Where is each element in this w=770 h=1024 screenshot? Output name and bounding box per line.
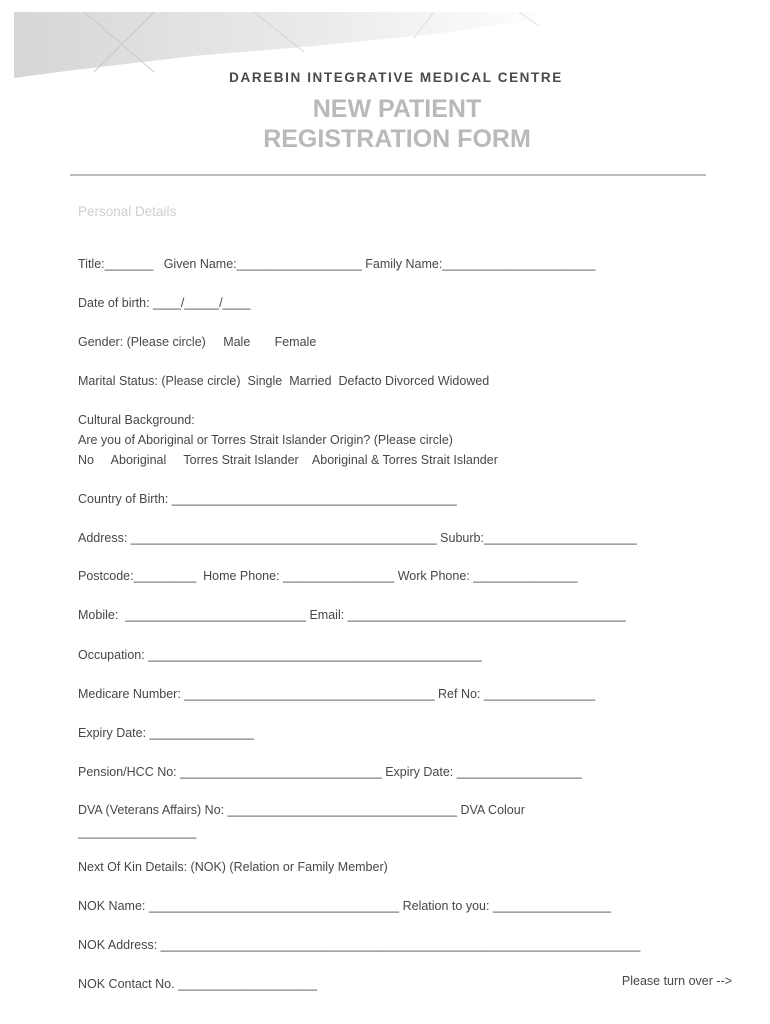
title-line-1: NEW PATIENT — [312, 95, 482, 123]
dva-field: DVA (Veterans Affairs) No: _________________________________ DVA Colour — [78, 803, 525, 817]
medicare-field: Medicare Number: ____________________________________ Ref No: ________________ — [78, 687, 596, 701]
pension-field: Pension/HCC No: _____________________________ Expiry Date: __________________ — [78, 765, 582, 779]
phone-fields: Postcode:_________ Home Phone: ________________ Work Phone: _______________ — [78, 569, 578, 583]
section-heading: Personal Details — [78, 204, 177, 219]
nok-contact-field: NOK Contact No. ____________________ — [78, 977, 318, 991]
turn-over-note: Please turn over --> — [621, 974, 732, 988]
dva-colour-blank: _________________ — [78, 825, 197, 839]
name-fields: Title:_______ Given Name:__________________ Family Name:______________________ — [78, 257, 596, 271]
page-title — [0, 94, 770, 154]
address-field: Address: ____________________________________________ Suburb:______________________ — [78, 531, 637, 545]
cultural-background-label: Cultural Background: — [78, 413, 195, 427]
dob-field: Date of birth: ____/_____/____ — [78, 296, 251, 310]
marital-status-field: Marital Status: (Please circle) Single Married Defacto Divorced Widowed — [78, 374, 490, 388]
nok-heading: Next Of Kin Details: (NOK) (Relation or Family Member) — [78, 860, 388, 874]
expiry-date-field: Expiry Date: _______________ — [78, 726, 254, 740]
title-line-2: REGISTRATION FORM — [263, 125, 531, 153]
gender-field: Gender: (Please circle) Male Female — [78, 335, 317, 349]
occupation-field: Occupation: ________________________________________________ — [78, 648, 482, 662]
aboriginal-question: Are you of Aboriginal or Torres Strait Islander Origin? (Please circle) — [78, 433, 453, 447]
aboriginal-options: No Aboriginal Torres Strait Islander Aboriginal & Torres Strait Islander — [78, 453, 498, 467]
nok-name-field: NOK Name: ____________________________________ Relation to you: _________________ — [78, 899, 612, 913]
clinic-name: DAREBIN INTEGRATIVE MEDICAL CENTRE — [229, 70, 563, 85]
mobile-email-fields: Mobile: __________________________ Email: ________________________________________ — [78, 608, 626, 622]
country-of-birth-field: Country of Birth: _________________________________________ — [78, 492, 457, 506]
divider — [70, 174, 706, 176]
nok-address-field: NOK Address: _____________________________________________________________________ — [78, 938, 641, 952]
